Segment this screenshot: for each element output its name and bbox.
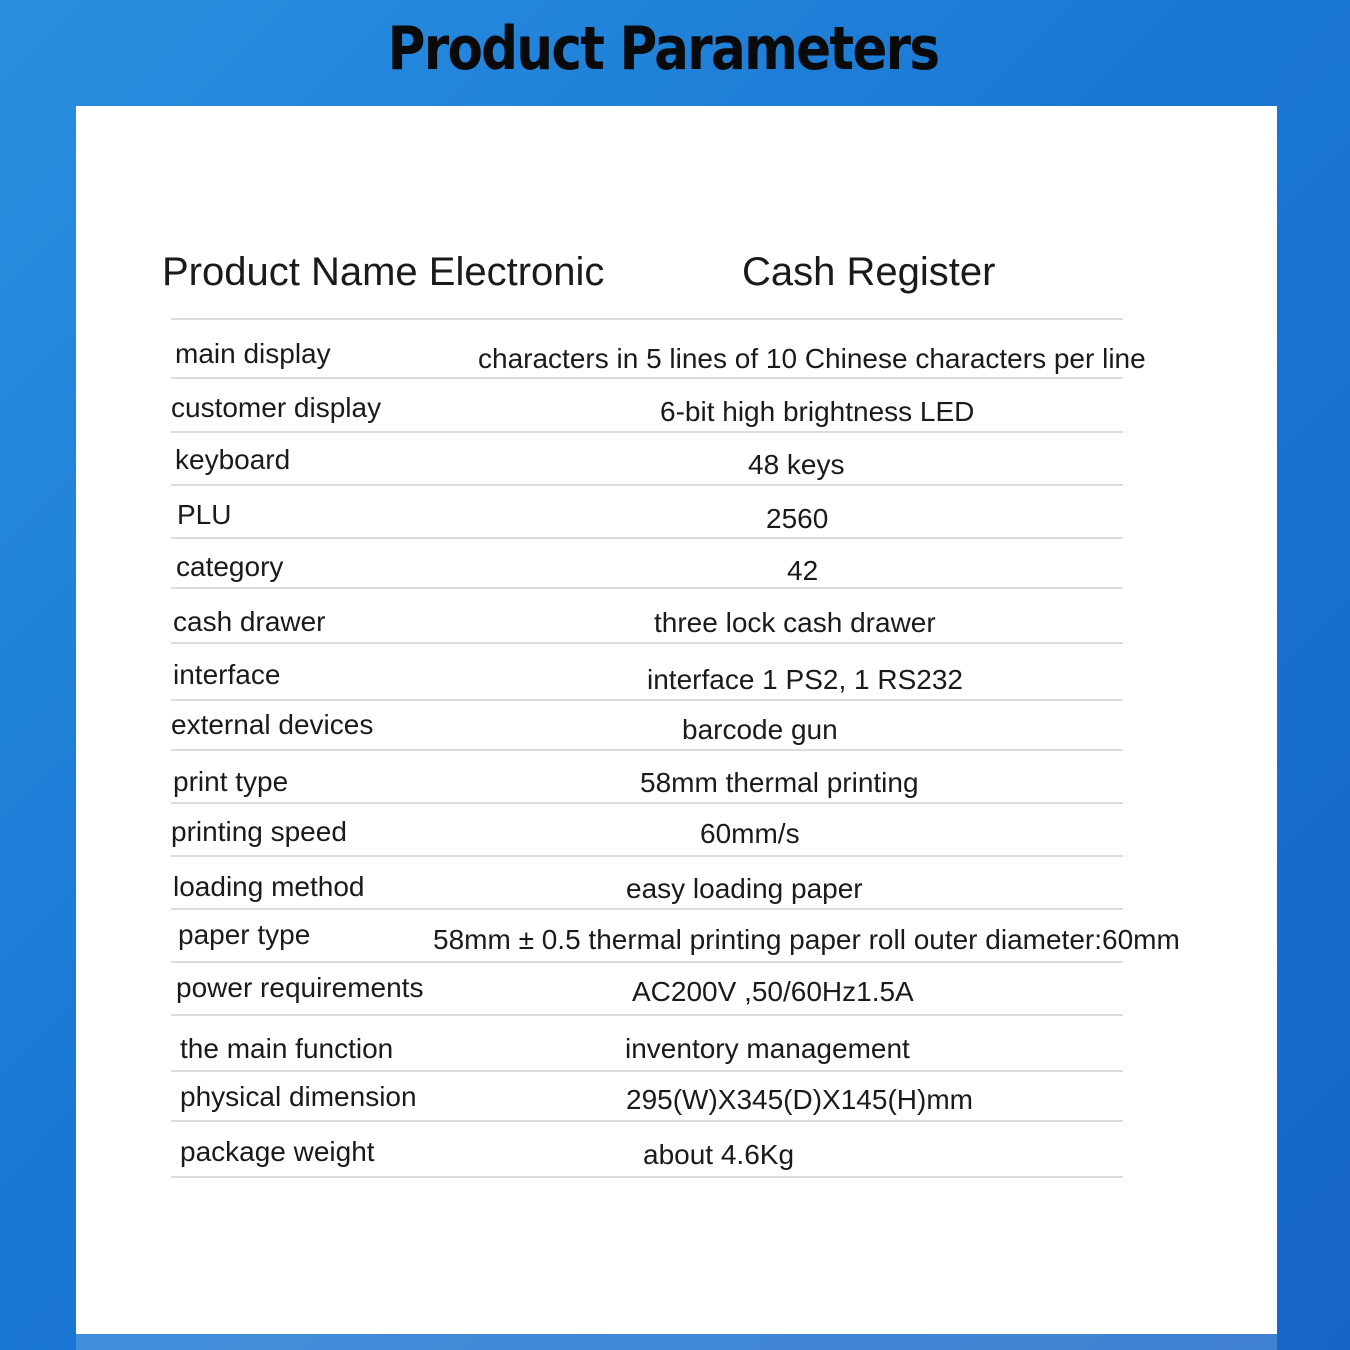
spec-label: printing speed [171,816,347,847]
spec-label: loading method [173,871,365,902]
spec-label: print type [173,766,289,797]
spec-label: paper type [178,919,311,950]
header-divider [171,318,1123,320]
spec-label: interface [173,659,281,690]
row-divider [171,484,1123,486]
spec-value: 6-bit high brightness LED [660,396,975,427]
spec-value: about 4.6Kg [643,1139,795,1170]
spec-value: three lock cash drawer [654,607,936,638]
spec-label: cash drawer [173,606,326,637]
spec-value: 295(W)X345(D)X145(H)mm [626,1084,973,1115]
product-name-value: Cash Register [742,250,996,294]
spec-value: barcode gun [682,714,838,745]
row-divider [171,377,1123,379]
spec-label: PLU [177,499,232,530]
spec-label: power requirements [176,972,424,1003]
row-divider [171,1014,1123,1016]
spec-value: inventory management [625,1033,910,1064]
spec-label: package weight [180,1136,375,1167]
row-divider [171,749,1123,751]
row-divider [171,699,1123,701]
spec-value: AC200V ,50/60Hz1.5A [632,976,914,1007]
row-divider [171,431,1123,433]
spec-value: interface 1 PS2, 1 RS232 [647,664,963,695]
spec-label: category [176,551,284,582]
spec-value: 58mm thermal printing [640,767,919,798]
spec-value: 48 keys [748,449,845,480]
spec-label: physical dimension [180,1081,417,1112]
row-divider [171,1120,1123,1122]
row-divider [171,587,1123,589]
spec-value: characters in 5 lines of 10 Chinese characters per line [478,343,1146,374]
page-title: Product Parameters [387,14,939,84]
spec-label: main display [175,338,331,369]
spec-label: the main function [180,1033,394,1064]
spec-value: easy loading paper [626,873,863,904]
row-divider [171,537,1123,539]
row-divider [171,802,1123,804]
spec-value: 42 [787,555,819,586]
row-divider [171,642,1123,644]
spec-label: keyboard [175,444,291,475]
row-divider [171,961,1123,963]
spec-value: 60mm/s [700,818,800,849]
spec-value: 58mm ± 0.5 thermal printing paper roll outer diameter:60mm [433,924,1180,955]
row-divider [171,1176,1123,1178]
spec-value: 2560 [766,503,829,534]
row-divider [171,855,1123,857]
row-divider [171,908,1123,910]
spec-label: external devices [171,709,374,740]
product-name-label: Product Name Electronic [162,250,605,294]
row-divider [171,1070,1123,1072]
spec-label: customer display [171,392,382,423]
card-bottom-edge [76,1334,1277,1350]
